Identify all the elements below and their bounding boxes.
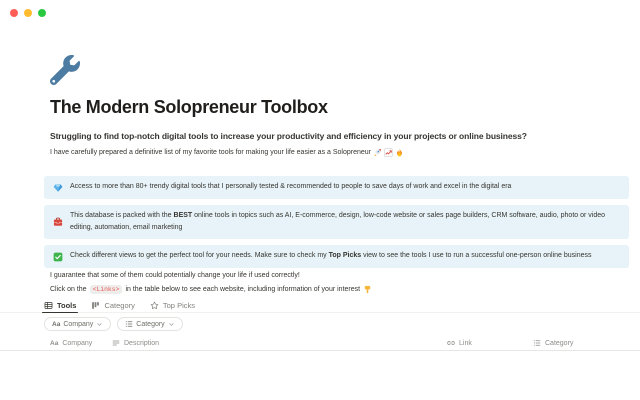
table-header-row [0, 336, 640, 351]
callout-views-text: Check different views to get the perfect tool for your needs. Make sure to check my Top Picks view to see the tools I use to run a successful one-person online business [70, 252, 592, 260]
filter-category[interactable] [117, 317, 182, 331]
fullscreen-button[interactable] [38, 9, 46, 17]
rocket-emoji [373, 148, 382, 157]
text-icon [112, 339, 120, 347]
column-header-company[interactable] [50, 340, 112, 347]
click-instruction [50, 285, 372, 294]
intro-text [50, 148, 404, 157]
window-controls [10, 9, 46, 17]
aa-icon: Aa [50, 339, 59, 347]
link-icon [447, 339, 455, 347]
callout-access-text: Access to more than 80+ trendy digital tools that I personally tested & recommended to people to save days of work and excel in the digital era [70, 183, 512, 191]
intro-text-content: I have carefully prepared a definitive list of my favorite tools for making your life easier as a Solopreneur [50, 149, 371, 156]
filter-company[interactable] [44, 317, 111, 331]
callout-access [44, 176, 629, 199]
click-instruction-after: in the table below to see each website, including information of your interest [125, 286, 361, 293]
intro-question: Struggling to find top-notch digital tools to increase your productivity and efficiency in your projects or online business? [50, 131, 527, 141]
column-header-description[interactable] [112, 339, 447, 347]
point-down-emoji [363, 285, 372, 294]
chevron-down-icon [168, 321, 175, 328]
callout-views [44, 245, 629, 268]
tab-tools-label: Tools [57, 300, 77, 310]
minimize-button[interactable] [24, 9, 32, 17]
tab-category[interactable] [91, 298, 134, 312]
chart-increasing-emoji [384, 148, 393, 157]
filter-category-label: Category [136, 320, 165, 328]
column-header-category[interactable] [533, 339, 633, 347]
close-button[interactable] [10, 9, 18, 17]
tab-tools[interactable] [44, 298, 76, 312]
tab-top-picks[interactable] [150, 298, 195, 312]
page-title: The Modern Solopreneur Toolbox [50, 97, 328, 117]
callout-database [44, 205, 629, 239]
column-category-label: Category [545, 339, 574, 347]
links-code-chip: <Links> [90, 285, 123, 294]
view-tab-bar [0, 298, 640, 313]
click-instruction-before: Click on the [50, 286, 87, 293]
guarantee-text: I guarantee that some of them could potentially change your life if used correctly! [50, 272, 300, 279]
fire-emoji [395, 148, 404, 157]
tab-category-label: Category [104, 300, 135, 310]
board-view-icon [91, 301, 100, 310]
column-header-link[interactable] [447, 339, 533, 347]
callout-database-text: This database is packed with the BEST online tools in topics such as AI, E-commerce, design, low-code website or sales page builders, CRM software, audio, photo or video editing, automation, email marketing [70, 211, 606, 231]
chevron-down-icon [96, 321, 103, 328]
table-view-icon [44, 301, 53, 310]
check-mark-icon [53, 252, 63, 262]
toolbox-icon [53, 217, 63, 227]
column-description-label: Description [124, 339, 160, 347]
column-link-label: Link [459, 339, 472, 347]
list-icon [533, 339, 541, 347]
page-wrench-icon[interactable] [50, 55, 80, 85]
column-company-label: Company [62, 339, 93, 347]
filter-bar [44, 317, 183, 331]
aa-icon: Aa [52, 320, 61, 328]
list-icon [125, 320, 133, 328]
tab-top-picks-label: Top Picks [162, 300, 195, 310]
filter-company-label: Company [63, 320, 94, 328]
star-icon [150, 301, 159, 310]
gem-icon [53, 183, 63, 193]
